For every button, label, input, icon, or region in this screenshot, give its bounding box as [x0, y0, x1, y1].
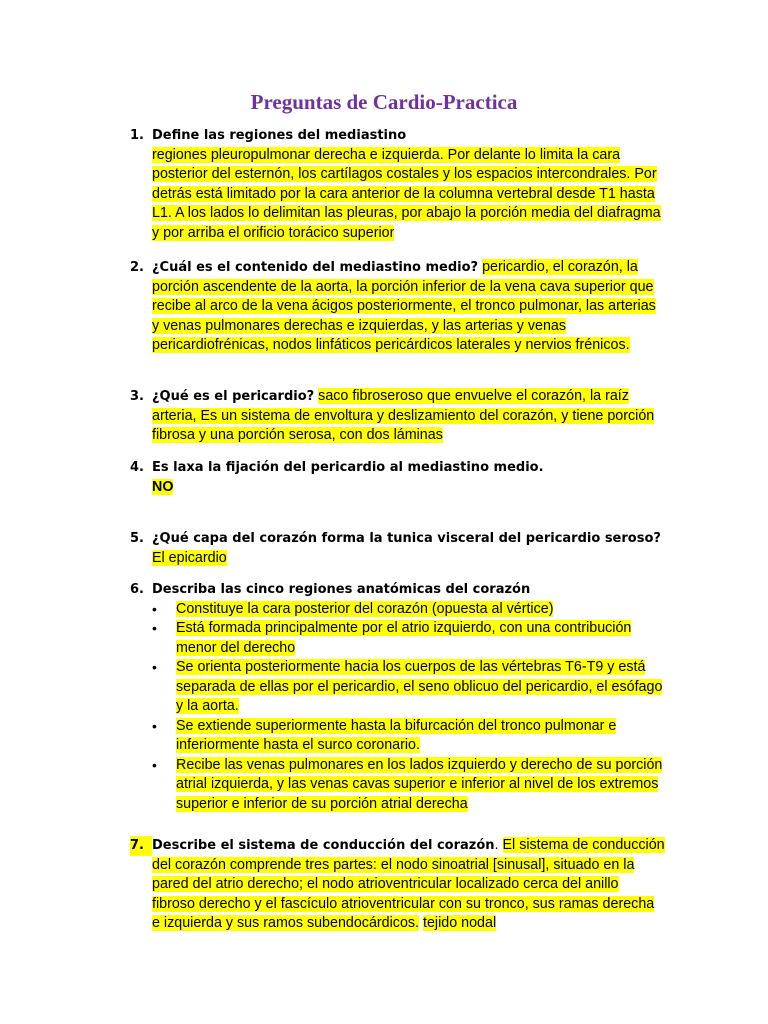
question-item: [130, 529, 665, 568]
bullet-icon: •: [152, 756, 157, 773]
question-item: [130, 836, 665, 934]
list-item: [152, 717, 665, 756]
question-text: ¿Cuál es el contenido del mediastino medio?: [152, 260, 479, 275]
answer-text: NO: [152, 478, 174, 495]
bullet-text: Se orienta posteriormente hacia los cuerpos de las vértebras T6-T9 y está separada de ellas por el pericardio, el seno oblicuo del pericardio, el esófago y la aorta.: [176, 659, 663, 714]
answer-text: El epicardio: [152, 549, 227, 566]
bullet-text: Constituye la cara posterior del corazón (opuesta al vértice): [176, 600, 554, 617]
question-item: [130, 126, 665, 243]
question-number: 1.: [130, 128, 144, 143]
answer-text: regiones pleuropulmonar derecha e izquierda. Por delante lo limita la cara posterior del esternón, los cartílagos costales y los espacios intercondrales. Por detrás está limitado por la cara anterior de la columna vertebral desde T1 hasta L1. A los lados lo delimitan las pleuras, por abajo la porción media del diafragma y por arriba el orificio torácico superior: [152, 146, 661, 241]
question-number: 7.: [130, 836, 152, 856]
question-text: Define las regiones del mediastino: [152, 128, 407, 143]
question-text: ¿Qué capa del corazón forma la tunica visceral del pericardio seroso?: [152, 531, 661, 546]
bullet-icon: •: [152, 620, 157, 636]
bullet-icon: •: [152, 717, 157, 734]
question-item: [130, 458, 665, 497]
answer-extra-text: tejido nodal: [423, 915, 497, 931]
bullet-text: Se extiende superiormente hasta la bifurcación del tronco pulmonar e inferiormente hasta el surco coronario.: [176, 717, 617, 753]
question-item: [130, 387, 665, 446]
list-item: [152, 658, 665, 717]
question-item: [130, 580, 665, 814]
document-title: Preguntas de Cardio-Practica: [250, 90, 518, 114]
question-number: 5.: [130, 531, 144, 546]
answer-text: El sistema de conducción del corazón comprende tres partes: el nodo sinoatrial [sinusal], situado en la pared del atrio derecho; el nodo atrioventricular localizado cerca del anillo fibroso derecho y el fascículo atrioventricular con su tronco, sus ramas derecha e izquierda y sus ramos subendocárdicos.: [152, 837, 665, 931]
question-text: Es laxa la fijación del pericardio al mediastino medio.: [152, 460, 544, 475]
question-suffix: .: [494, 837, 499, 853]
list-item: [152, 600, 665, 620]
bullet-text: Está formada principalmente por el atrio izquierdo, con una contribución menor del derecho: [176, 620, 632, 656]
question-number: 4.: [130, 460, 144, 475]
bullet-icon: •: [152, 659, 157, 675]
question-number: 3.: [130, 389, 144, 404]
bullet-text: Recibe las venas pulmonares en los lados izquierdo y derecho de su porción atrial izquierda, y las venas cavas superior e inferior al nivel de los extremos superior e inferior de su porción atrial derecha: [176, 756, 663, 812]
question-text: ¿Qué es el pericardio?: [152, 389, 315, 404]
list-item: [152, 619, 665, 658]
answer-text: pericardio, el corazón, la porción ascendente de la aorta, la porción inferior de la vena cava superior que recibe al arco de la vena ácigos posteriormente, el tronco pulmonar, las arterias y venas pulmonares derechas e izquierdas, y las arterias y venas pericardiofrénicas, nodos linfáticos pericárdicos laterales y nervios frénicos.: [152, 259, 656, 353]
answer-text: saco fibroseroso que envuelve el corazón, la raíz arteria, Es un sistema de envoltura y deslizamiento del corazón, y tiene porción fibrosa y una porción serosa, con dos láminas: [152, 388, 655, 443]
question-text: Describa las cinco regiones anatómicas del corazón: [152, 582, 531, 597]
list-item: [152, 756, 665, 815]
question-text: Describe el sistema de conducción del corazón: [152, 838, 495, 853]
question-number: 6.: [130, 582, 144, 597]
question-number: 2.: [130, 260, 144, 275]
bullet-list: [152, 600, 665, 815]
question-item: [130, 258, 665, 356]
bullet-icon: •: [152, 600, 157, 617]
